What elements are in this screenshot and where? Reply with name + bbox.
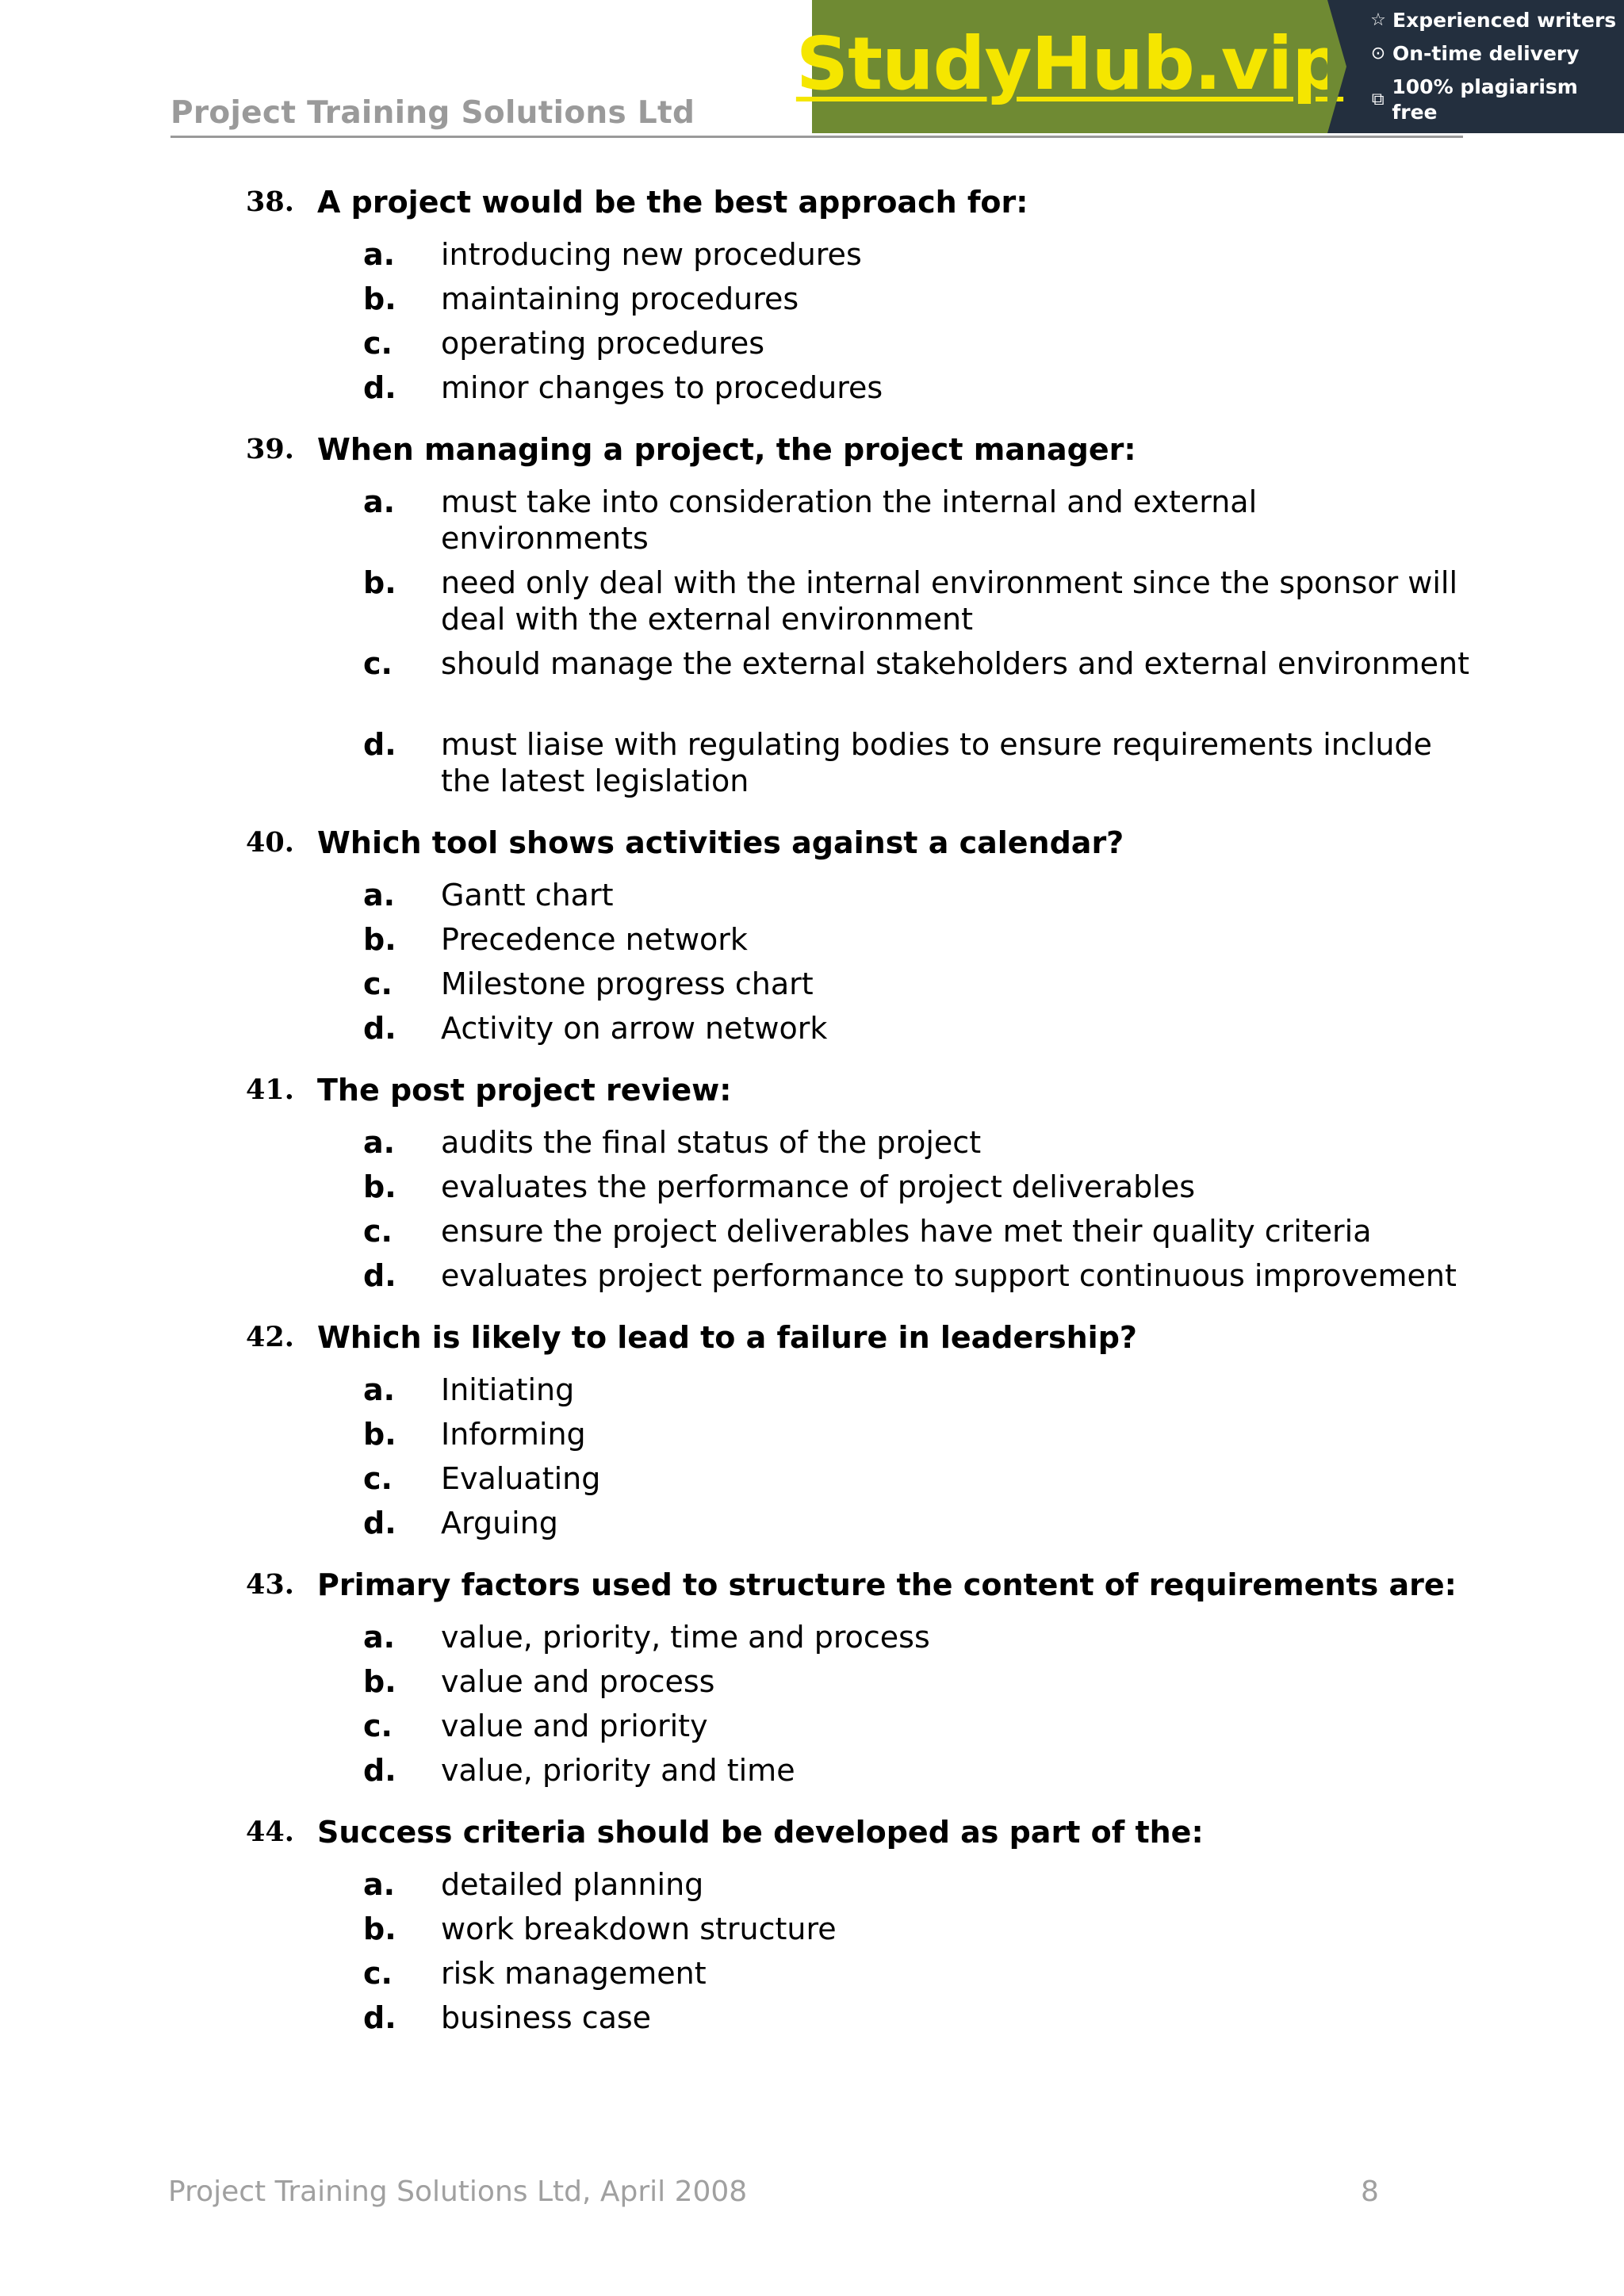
feature-plagiarism-free bbox=[1369, 75, 1624, 125]
option-letter: c. bbox=[363, 646, 393, 681]
question-text: When managing a project, the project manager: bbox=[317, 432, 1136, 467]
option-text: introducing new procedures bbox=[441, 237, 862, 272]
star-icon: ☆ bbox=[1370, 10, 1386, 30]
option-text: operating procedures bbox=[441, 326, 764, 361]
option-text: ensure the project deliverables have met their quality criteria bbox=[441, 1214, 1372, 1249]
option-letter: a. bbox=[363, 878, 396, 913]
option-letter: b. bbox=[363, 1169, 396, 1204]
question-number: 39. bbox=[246, 433, 294, 465]
option-letter: c. bbox=[363, 1214, 393, 1249]
option-text: value and priority bbox=[441, 1709, 708, 1743]
option-letter: a. bbox=[363, 1620, 396, 1655]
option-letter: d. bbox=[363, 1258, 396, 1293]
option-text: detailed planning bbox=[441, 1867, 704, 1902]
option-text: value, priority, time and process bbox=[441, 1620, 930, 1655]
option-text: business case bbox=[441, 2000, 652, 2035]
option-text: need only deal with the internal environment since the sponsor will deal with the external environment bbox=[441, 565, 1458, 637]
option-text: Activity on arrow network bbox=[441, 1011, 828, 1046]
option-letter: d. bbox=[363, 1011, 396, 1046]
question-number: 42. bbox=[246, 1321, 294, 1353]
question-number: 38. bbox=[246, 186, 294, 218]
clock-icon: ⊙ bbox=[1370, 44, 1386, 63]
option-letter: a. bbox=[363, 1867, 396, 1902]
banner-arrow bbox=[1327, 0, 1346, 133]
option-letter: b. bbox=[363, 1911, 396, 1946]
option-letter: a. bbox=[363, 1125, 396, 1160]
option-letter: a. bbox=[363, 484, 396, 519]
option-letter: a. bbox=[363, 237, 396, 272]
question-number: 41. bbox=[246, 1073, 294, 1106]
option-letter: c. bbox=[363, 1461, 393, 1496]
option-text: work breakdown structure bbox=[441, 1911, 837, 1946]
option-letter: b. bbox=[363, 922, 396, 957]
option-letter: d. bbox=[363, 370, 396, 405]
feature-label: 100% plagiarism free bbox=[1392, 75, 1578, 124]
question-number: 44. bbox=[246, 1816, 294, 1848]
option-letter: d. bbox=[363, 727, 396, 762]
option-text: minor changes to procedures bbox=[441, 370, 883, 405]
option-text: Gantt chart bbox=[441, 878, 614, 913]
option-letter: a. bbox=[363, 1372, 396, 1407]
studyhub-logo: StudyHub.vip bbox=[795, 21, 1344, 106]
option-letter: b. bbox=[363, 281, 396, 316]
option-text: maintaining procedures bbox=[441, 281, 799, 316]
banner-logo-panel bbox=[795, 0, 1344, 133]
question-text: Which is likely to lead to a failure in leadership? bbox=[317, 1320, 1137, 1355]
page-number: 8 bbox=[1361, 2175, 1379, 2208]
question-text: A project would be the best approach for: bbox=[317, 185, 1028, 220]
question-number: 43. bbox=[246, 1568, 294, 1601]
option-text: must liaise with regulating bodies to ensure requirements include the latest legislation bbox=[441, 727, 1432, 798]
option-text: Evaluating bbox=[441, 1461, 601, 1496]
option-text: Milestone progress chart bbox=[441, 966, 814, 1001]
option-letter: b. bbox=[363, 1417, 396, 1452]
option-letter: c. bbox=[363, 966, 393, 1001]
option-text: risk management bbox=[441, 1956, 707, 1991]
header-divider bbox=[170, 136, 1463, 138]
question-text: Primary factors used to structure the content of requirements are: bbox=[317, 1567, 1457, 1602]
option-text: Informing bbox=[441, 1417, 586, 1452]
option-letter: b. bbox=[363, 1664, 396, 1699]
header-title: Project Training Solutions Ltd bbox=[170, 95, 695, 131]
option-text: Precedence network bbox=[441, 922, 748, 957]
copy-icon: ⧉ bbox=[1371, 90, 1385, 109]
option-text: Initiating bbox=[441, 1372, 575, 1407]
option-text: value and process bbox=[441, 1664, 715, 1699]
option-text: must take into consideration the internal and external environments bbox=[441, 484, 1258, 556]
question-number: 40. bbox=[246, 826, 294, 859]
feature-label: On-time delivery bbox=[1392, 42, 1580, 65]
option-letter: b. bbox=[363, 565, 396, 600]
question-text: The post project review: bbox=[317, 1073, 732, 1108]
option-text: evaluates project performance to support continuous improvement bbox=[441, 1258, 1457, 1293]
option-text: audits the final status of the project bbox=[441, 1125, 982, 1160]
banner-features bbox=[1327, 0, 1624, 133]
feature-experienced-writers bbox=[1369, 8, 1624, 33]
option-letter: d. bbox=[363, 2000, 396, 2035]
option-text: should manage the external stakeholders and external environment bbox=[441, 646, 1470, 681]
option-text: value, priority and time bbox=[441, 1753, 795, 1788]
option-text: Arguing bbox=[441, 1506, 558, 1540]
option-letter: d. bbox=[363, 1506, 396, 1540]
option-letter: c. bbox=[363, 326, 393, 361]
option-letter: c. bbox=[363, 1956, 393, 1991]
option-text: evaluates the performance of project deliverables bbox=[441, 1169, 1196, 1204]
question-text: Success criteria should be developed as part of the: bbox=[317, 1815, 1204, 1850]
feature-on-time-delivery bbox=[1369, 41, 1624, 67]
option-letter: c. bbox=[363, 1709, 393, 1743]
studyhub-banner[interactable] bbox=[795, 0, 1624, 133]
question-text: Which tool shows activities against a calendar? bbox=[317, 825, 1124, 860]
option-letter: d. bbox=[363, 1753, 396, 1788]
footer-text: Project Training Solutions Ltd, April 2008 bbox=[168, 2175, 748, 2208]
feature-label: Experienced writers bbox=[1392, 9, 1617, 32]
